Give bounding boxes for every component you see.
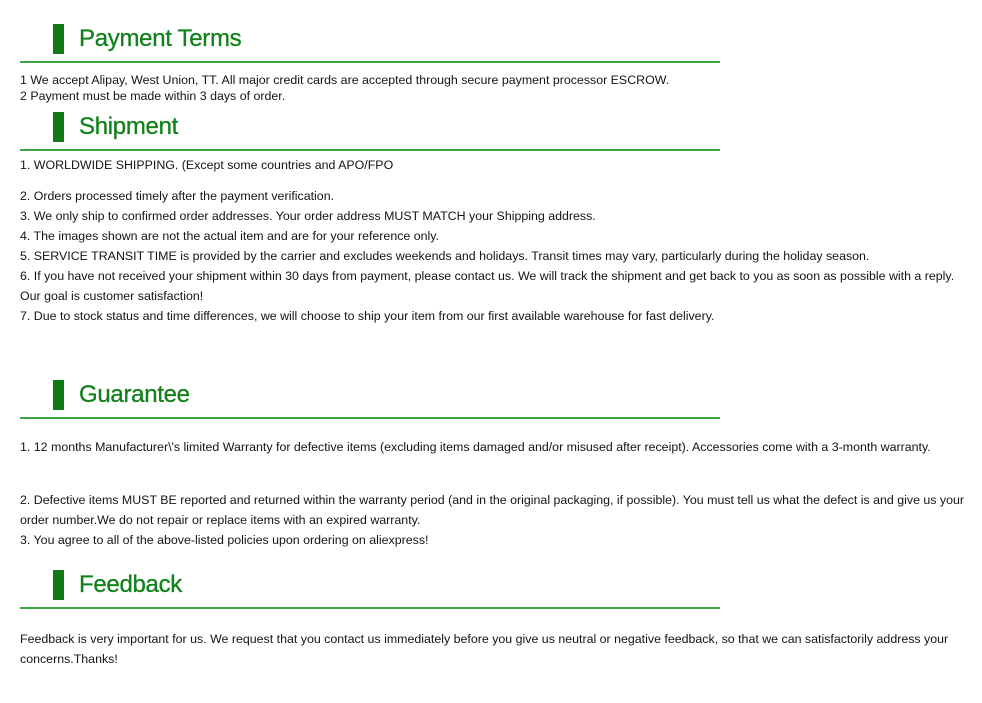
shipment-item-4: 4. The images shown are not the actual item and are for your reference only.: [20, 229, 439, 243]
payment-term-1: 1 We accept Alipay, West Union, TT. All major credit cards are accepted through secure payment processor ESCROW.: [20, 73, 670, 87]
section-divider: [20, 61, 720, 63]
feedback-text: Feedback is very important for us. We request that you contact us immediately before you give us neutral or negative feedback, so that we can satisfactorily address your concerns.Thanks!: [20, 632, 949, 666]
guarantee-item-1: 1. 12 months Manufacturer\'s limited Warranty for defective items (excluding items damaged and/or misused after receipt). Accessories come with a 3-month warranty.: [20, 440, 931, 454]
shipment-item-1: 1. WORLDWIDE SHIPPING. (Except some countries and APO/FPO: [20, 158, 394, 172]
shipment-header: [20, 112, 720, 152]
shipment-title: Shipment: [79, 113, 178, 140]
feedback-header: [20, 570, 720, 610]
payment-term-2: 2 Payment must be made within 3 days of order.: [20, 89, 286, 103]
guarantee-title: Guarantee: [79, 381, 190, 408]
shipment-item-6: 6. If you have not received your shipment within 30 days from payment, please contact us. We will track the shipment and get back to you as soon as possible with a reply. Our goal is customer satisfaction!: [20, 269, 955, 303]
shipment-item-2: 2. Orders processed timely after the payment verification.: [20, 189, 335, 203]
section-marker-bar: [53, 380, 64, 410]
section-marker-bar: [53, 24, 64, 54]
shipment-item-7: 7. Due to stock status and time differences, we will choose to ship your item from our first available warehouse for fast delivery.: [20, 309, 715, 323]
section-divider: [20, 149, 720, 151]
guarantee-item-3: 3. You agree to all of the above-listed policies upon ordering on aliexpress!: [20, 533, 429, 547]
section-marker-bar: [53, 570, 64, 600]
section-divider: [20, 417, 720, 419]
shipment-item-3: 3. We only ship to confirmed order addresses. Your order address MUST MATCH your Shipping address.: [20, 209, 596, 223]
shipment-items: [20, 186, 970, 326]
guarantee-header: [20, 380, 720, 420]
payment-terms-text: [20, 72, 970, 104]
shipment-item-5: 5. SERVICE TRANSIT TIME is provided by the carrier and excludes weekends and holidays. Transit times may vary, particularly during the holiday season.: [20, 249, 870, 263]
guarantee-item-2: 2. Defective items MUST BE reported and returned within the warranty period (and in the original packaging, if possible). You must tell us what the defect is and give us your order number.We do not repair or replace items with an expired warranty.: [20, 493, 965, 527]
payment-terms-header: [20, 24, 720, 64]
section-marker-bar: [53, 112, 64, 142]
payment-terms-title: Payment Terms: [79, 25, 242, 52]
section-divider: [20, 607, 720, 609]
feedback-title: Feedback: [79, 571, 182, 598]
